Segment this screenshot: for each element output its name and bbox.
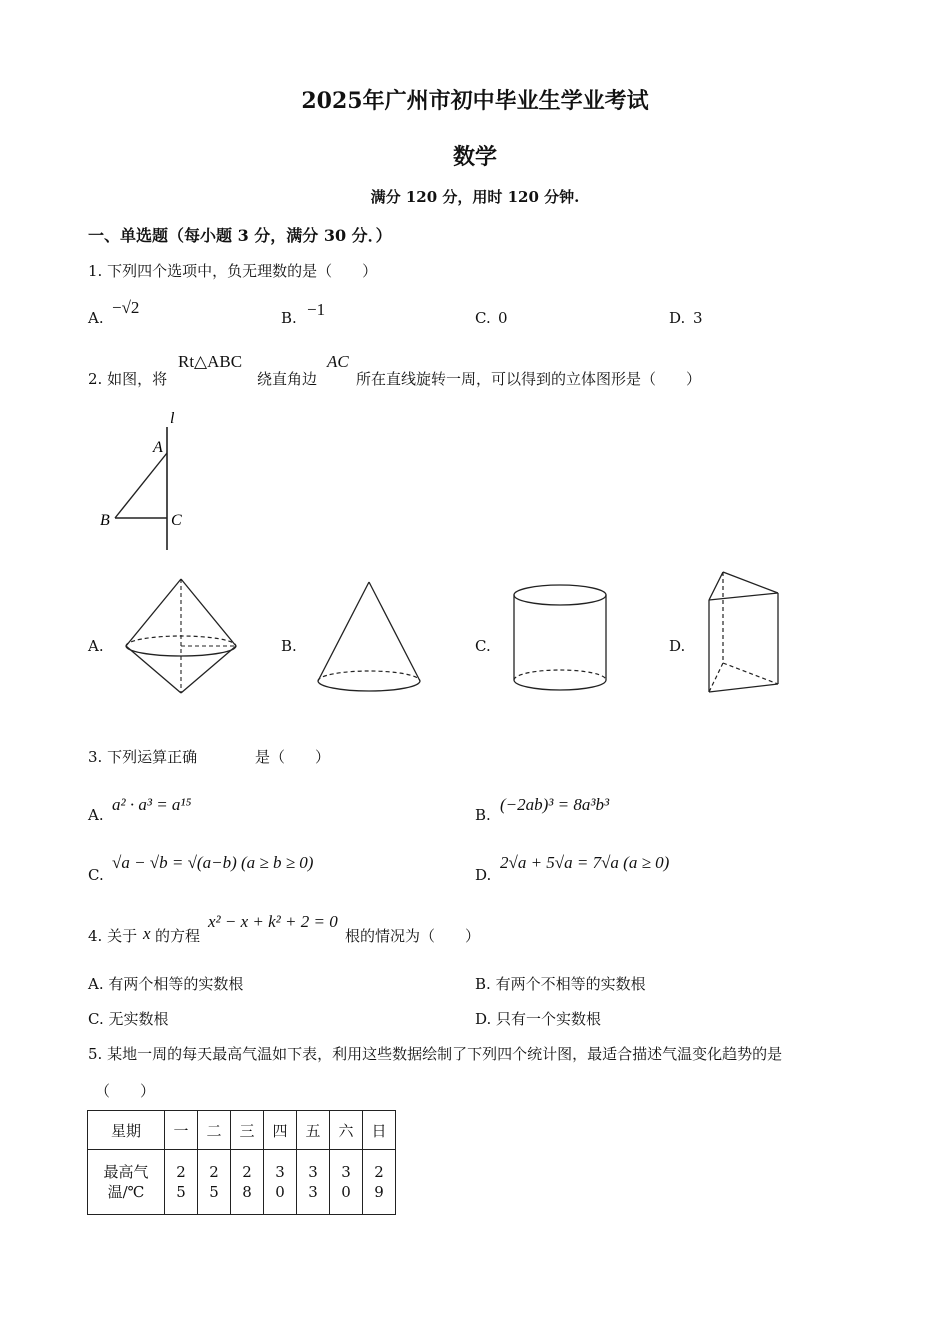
cylinder-figure (508, 580, 612, 696)
q4-stem-mid: 的方程 (155, 927, 201, 945)
q2-option-a-label: A. (88, 637, 104, 655)
table-row-temperature (88, 1150, 396, 1215)
temp-value: 30 (341, 1163, 351, 1201)
header-cell-mon: 一 (165, 1111, 198, 1150)
q2-option-b-label: B. (281, 637, 297, 655)
q1-option-d-value: 3 (693, 309, 703, 327)
temp-cell (330, 1150, 363, 1215)
header-cell-wed: 三 (231, 1111, 264, 1150)
exam-info: 满分 120 分，用时 120 分钟. (370, 188, 580, 206)
q2-stem-mid: 绕直角边 (257, 370, 318, 388)
q3-stem-pre: 3. 下列运算正确 (88, 748, 198, 766)
temp-cell (231, 1150, 264, 1215)
q3-option-a-label: A. (88, 806, 104, 824)
q3-option-b-label: B. (475, 806, 491, 824)
header-cell-tue: 二 (198, 1111, 231, 1150)
hypotenuse-ab (115, 453, 167, 518)
row-label-text: 最高气温/℃ (103, 1163, 149, 1201)
header-cell-sat: 六 (330, 1111, 363, 1150)
header-cell-fri: 五 (297, 1111, 330, 1150)
q2-option-d-label: D. (669, 637, 686, 655)
q1-option-b-value: −1 (307, 300, 326, 319)
q5-stem-line2: （ ） (95, 1082, 156, 1100)
header-cell-sun: 日 (363, 1111, 396, 1150)
q3-option-d-expr: 2√a + 5√a = 7√a (a ≥ 0) (500, 853, 670, 872)
q3-option-c-expr: √a − √b = √(a−b) (a ≥ b ≥ 0) (112, 853, 314, 872)
label-a: A (153, 439, 163, 456)
q4-variable: x (143, 924, 151, 943)
q5-stem-line1: 5. 某地一周的每天最高气温如下表，利用这些数据绘制了下列四个统计图，最适合描述气温变化趋势的是 (88, 1045, 783, 1063)
header-cell-thu: 四 (264, 1111, 297, 1150)
q4-option-a (88, 973, 243, 994)
q4-option-d (475, 1008, 601, 1029)
q4-option-d-label: D. (475, 1010, 492, 1028)
q3-option-a-expr: a² · a³ = a¹⁵ (112, 795, 192, 814)
temp-value: 30 (275, 1163, 285, 1201)
q4-option-d-text: 只有一个实数根 (496, 1010, 602, 1028)
q4-option-b-label: B. (475, 975, 491, 993)
triangular-prism-figure (700, 566, 785, 698)
label-c: C (171, 512, 182, 529)
temp-value: 33 (308, 1163, 318, 1201)
q3-option-c-label: C. (88, 866, 104, 884)
q4-equation: x² − x + k² + 2 = 0 (208, 912, 338, 931)
q4-option-c-label: C. (88, 1010, 104, 1028)
q3-option-b-expr: (−2ab)³ = 8a³b³ (500, 795, 610, 814)
temp-cell (198, 1150, 231, 1215)
header-cell-weekday: 星期 (88, 1111, 165, 1150)
q1-option-a-value: −√2 (112, 298, 140, 317)
table-header-row (88, 1111, 396, 1150)
q1-option-c-label: C. (475, 309, 491, 327)
q1-stem: 1. 下列四个选项中，负无理数的是（ ） (88, 262, 378, 280)
q2-math-triangle: Rt△ABC (178, 352, 243, 371)
q1-option-a-label: A. (88, 309, 104, 327)
q4-option-a-text: 有两个相等的实数根 (108, 975, 244, 993)
temp-value: 25 (209, 1163, 219, 1201)
row-label (88, 1150, 165, 1215)
cone-figure (312, 578, 427, 696)
q4-option-b (475, 973, 646, 994)
q4-option-b-text: 有两个不相等的实数根 (495, 975, 646, 993)
temp-cell (165, 1150, 198, 1215)
temp-value: 28 (242, 1163, 252, 1201)
label-l: l (170, 410, 175, 427)
q4-option-c (88, 1008, 169, 1029)
temp-cell (297, 1150, 330, 1215)
q3-option-d-label: D. (475, 866, 492, 884)
q2-option-c-label: C. (475, 637, 491, 655)
q1-option-b-label: B. (281, 309, 297, 327)
q2-math-ac: AC (327, 352, 349, 371)
section-title: 一、单选题（每小题 3 分，满分 30 分．） (88, 226, 392, 245)
q4-option-c-text: 无实数根 (108, 1010, 169, 1028)
exam-title: 2025年广州市初中毕业生学业考试 (301, 88, 649, 114)
q4-option-a-label: A. (88, 975, 104, 993)
temp-value: 25 (176, 1163, 186, 1201)
q3-stem-post: 是（ ） (255, 748, 331, 766)
q4-stem-pre: 4. 关于 (88, 927, 138, 945)
q2-stem-post: 所在直线旋转一周，可以得到的立体图形是（ ） (356, 370, 702, 388)
q4-stem-post: 根的情况为（ ） (345, 927, 481, 945)
subject-title: 数学 (452, 144, 497, 170)
q2-triangle-figure (90, 405, 200, 555)
temp-cell (264, 1150, 297, 1215)
q2-stem-pre: 2. 如图，将 (88, 370, 168, 388)
temp-value: 29 (374, 1163, 384, 1201)
q1-option-d-label: D. (669, 309, 686, 327)
double-cone-figure (120, 575, 242, 700)
q1-option-c-value: 0 (498, 309, 508, 327)
label-b: B (100, 512, 110, 529)
temperature-table (87, 1110, 396, 1215)
temp-cell (363, 1150, 396, 1215)
